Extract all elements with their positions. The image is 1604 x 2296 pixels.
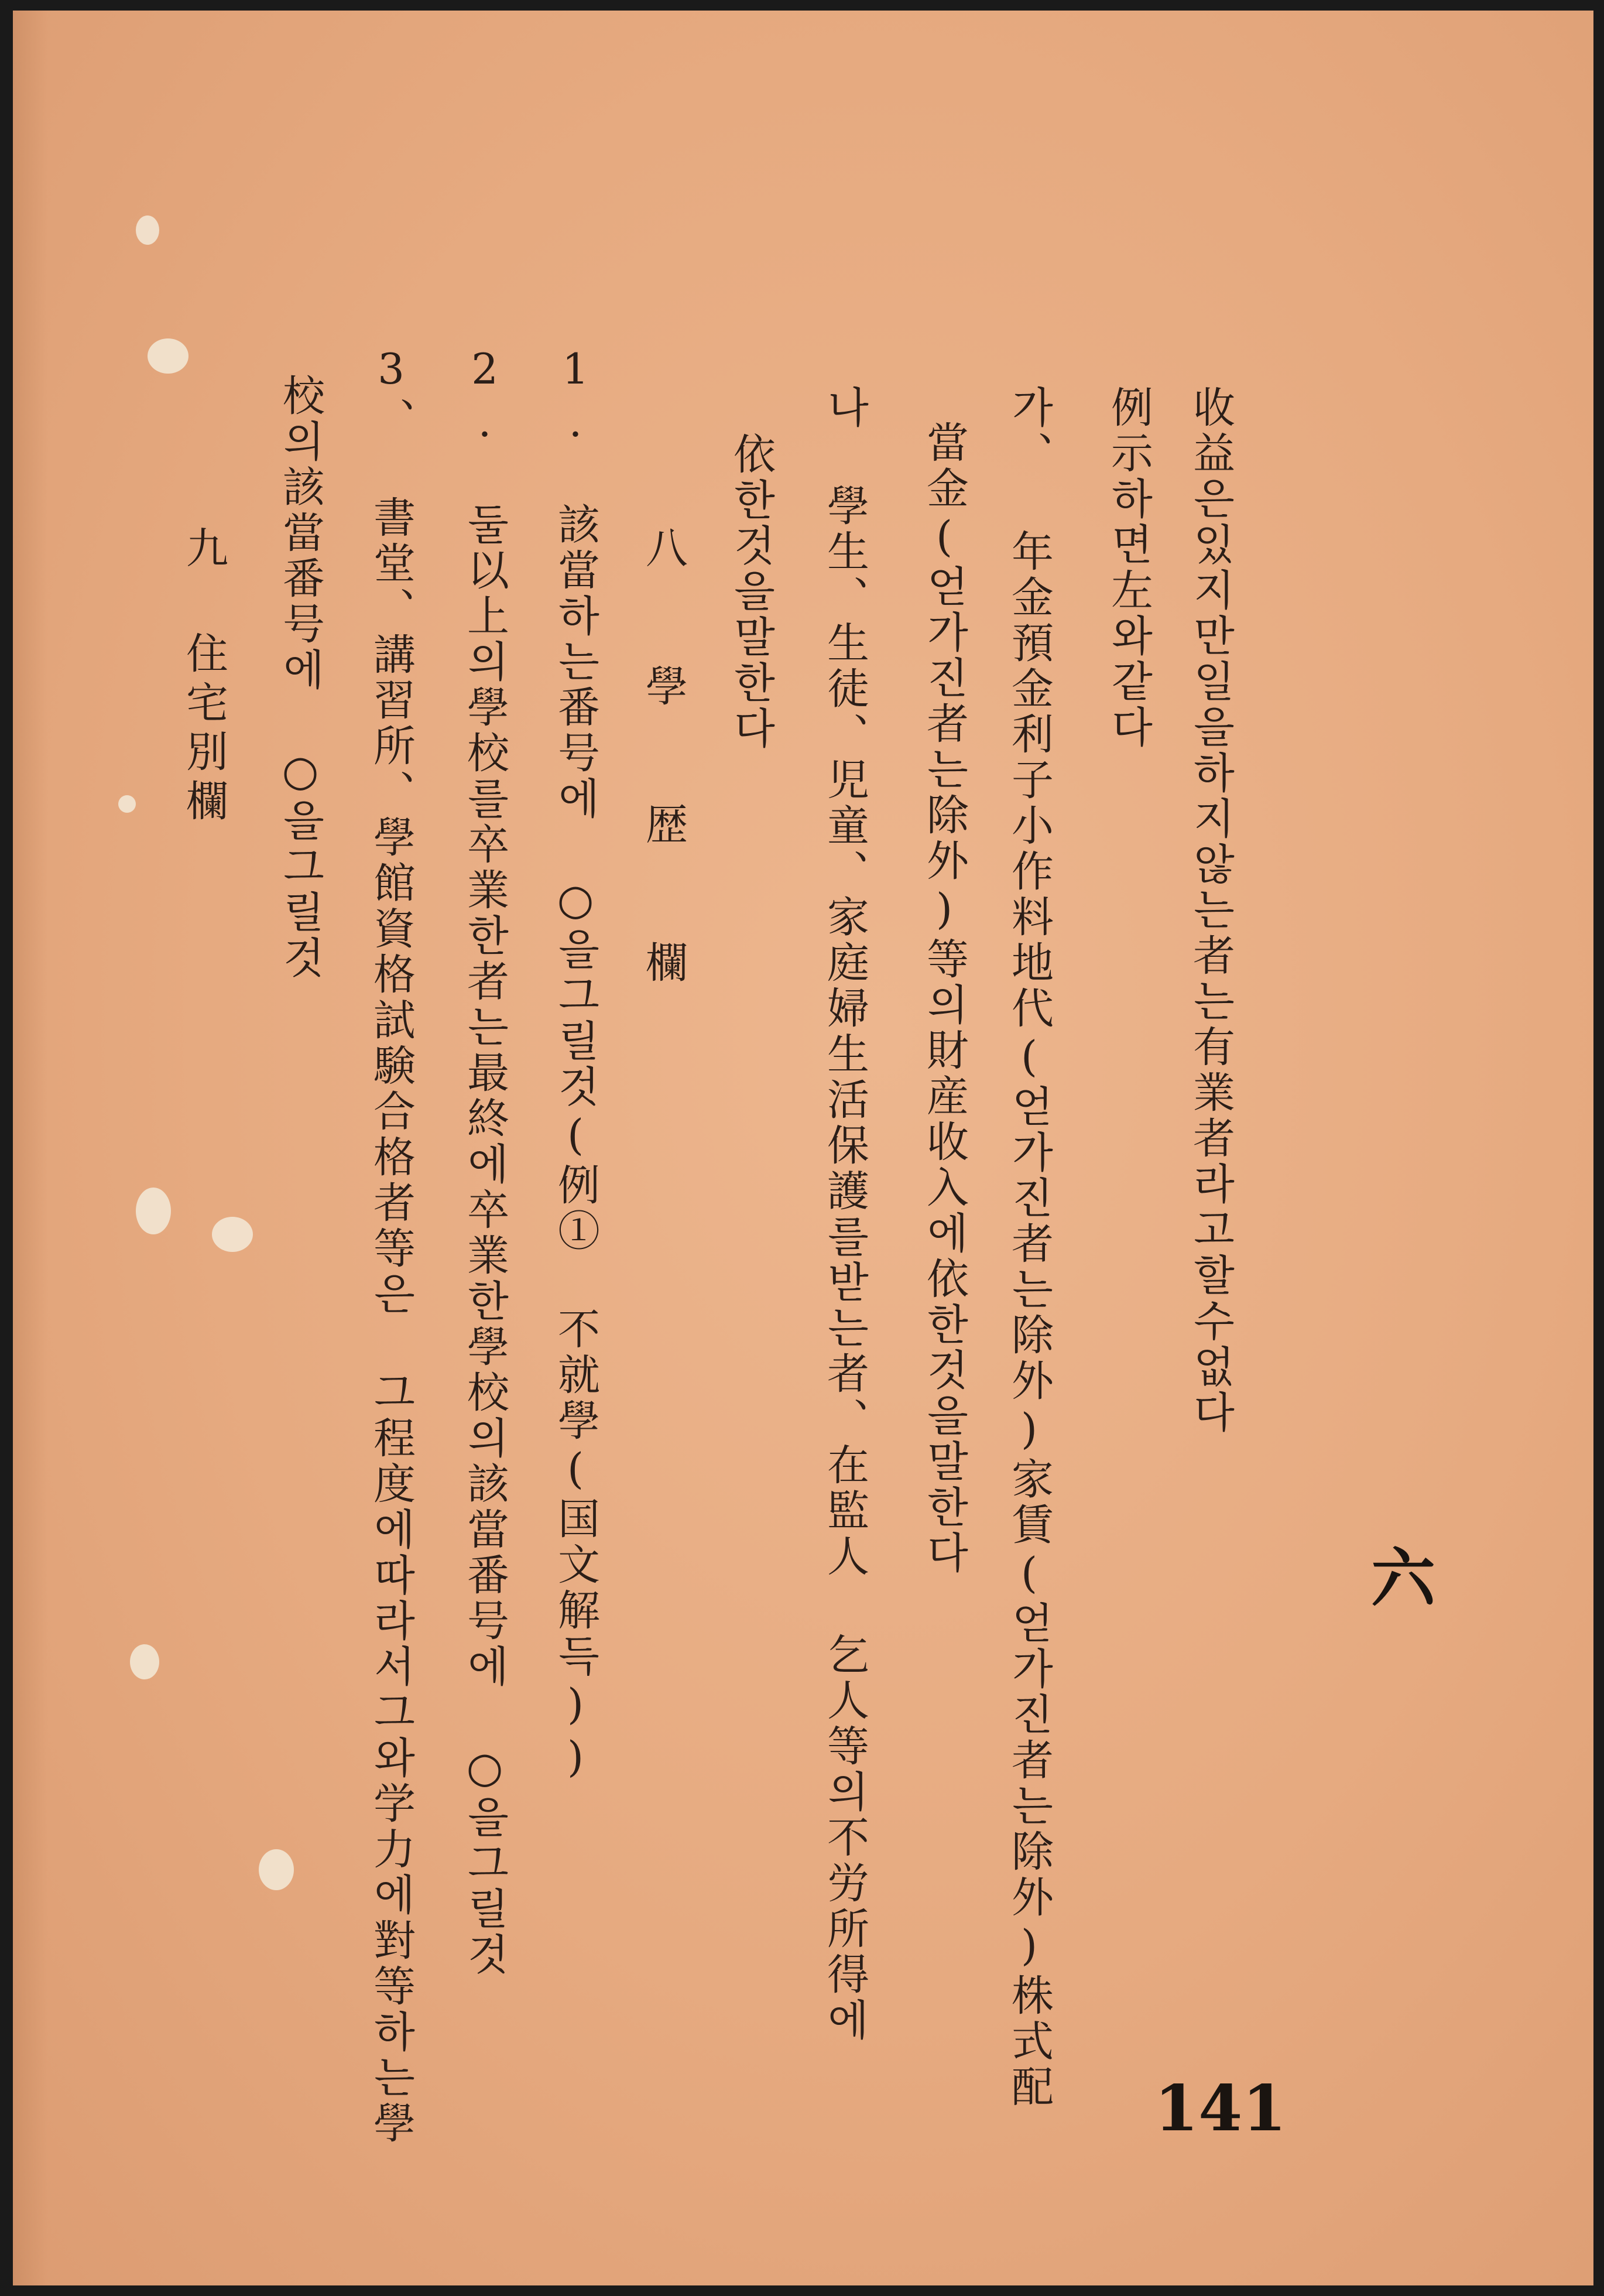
section-heading-education: 八 學 歴 欄 [639,526,688,1006]
binding-hole [136,215,159,245]
binding-hole [259,1849,294,1890]
page-number: 141 [1154,2072,1287,2146]
binding-hole [148,338,188,374]
document-page [13,11,1593,2285]
binding-hole [212,1217,253,1252]
text-line-11: 校의該當番号에 ○을그릴것 [276,374,325,981]
text-line-6: 依한것을말한다 [726,432,776,752]
text-line-4: 當金(얻가진者는除外)等의財産收入에依한것을말한다 [920,420,969,1576]
text-line-10: 3、 書堂、講習所、學館資格試験合格者等은 그程度에따라서그와学力에對等하는學 [366,344,416,2147]
text-line-5: 나 學生、生徒、児童、家庭婦生活保護를받는者、在監人 乞人等의不労所得에 [820,385,869,2044]
text-line-3: 가、 年金預金利子小作料地代(얻가진者는除外)家賃(얻가진者는除外)株式配 [1005,385,1054,2110]
binding-hole [136,1188,171,1234]
section-heading-housing: 九 住宅別欄 [179,526,228,828]
text-line-8: 1. 該當하는番号에 ○을그릴것(例① 不就學(国文解득)) [551,344,600,1785]
text-line-9: 2. 둘以上의學校를卒業한者는最終에卒業한學校의該當番号에 ○을그릴것 [460,344,509,1978]
section-stamp: 六 [1371,1541,1435,1616]
binding-hole [130,1644,159,1679]
text-line-1: 收益은있지만일을하지않는者는有業者라고할수없다 [1186,385,1235,1436]
binding-hole [118,795,136,813]
text-line-2: 例示하면左와같다 [1104,385,1153,751]
